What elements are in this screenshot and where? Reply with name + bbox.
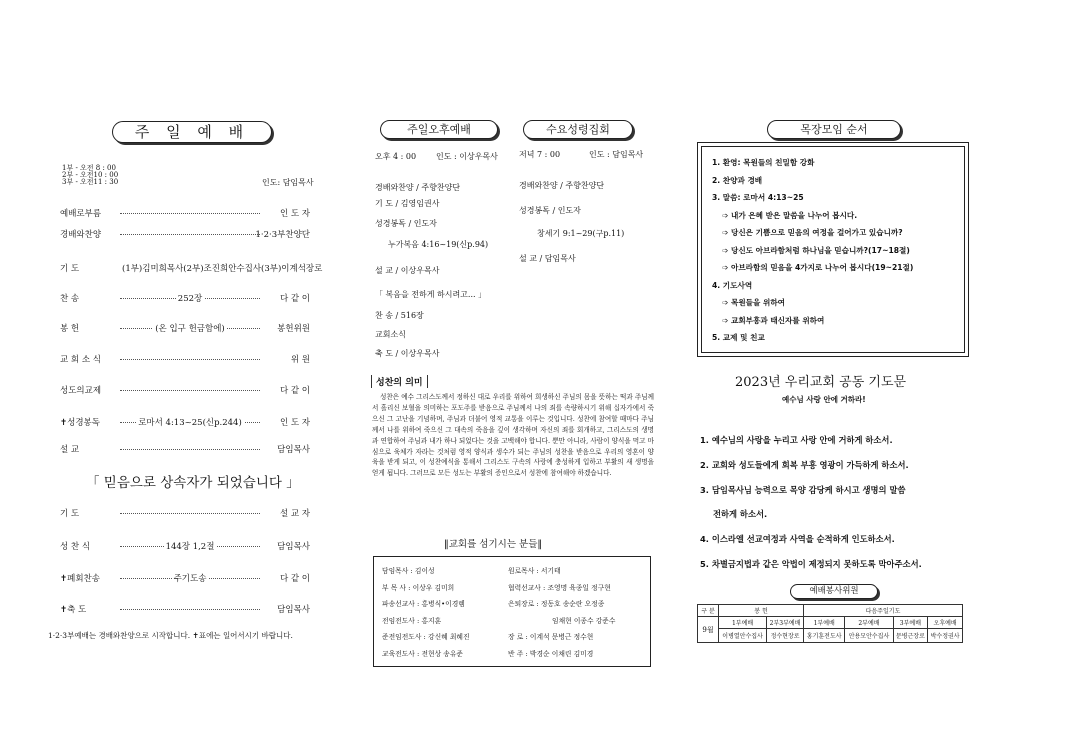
cell-item: 4. 기도사역 bbox=[712, 280, 753, 290]
order-detail: 252장 bbox=[177, 294, 203, 304]
prayer-item: 전하게 하소서. bbox=[713, 509, 768, 520]
table-cell: 2부3부예배 bbox=[767, 617, 804, 629]
table-header: 다음주일기도 bbox=[803, 605, 962, 617]
servant-line: 장 로 : 이계석 문병근 정수현 bbox=[508, 633, 594, 641]
servant-line: 부 목 사 : 이상우 김미희 bbox=[382, 583, 455, 592]
sermon-title: 「 믿음으로 상속자가 되었습니다 」 bbox=[86, 475, 300, 491]
cell-item: ➩ 아브라함의 믿음을 4가지로 나누어 봅시다(19~21절) bbox=[722, 263, 914, 272]
table-cell: 정수현장로 bbox=[767, 629, 804, 643]
order-right: 담임목사 bbox=[277, 542, 310, 552]
order-right: 다 같 이 bbox=[279, 294, 310, 304]
afternoon-item: 축 도 / 이상우목사 bbox=[375, 349, 440, 358]
order-label: 예배로부름 bbox=[60, 209, 102, 219]
wed-leader: 인도 : 담임목사 bbox=[589, 150, 644, 159]
order-right: 다 같 이 bbox=[279, 386, 310, 396]
order-row bbox=[60, 416, 310, 430]
order-row bbox=[60, 292, 310, 306]
order-leader-dots bbox=[120, 513, 260, 514]
table-cell: 오후예배 bbox=[928, 617, 963, 629]
prayer-list bbox=[700, 428, 922, 577]
order-row bbox=[60, 443, 310, 457]
servant-line: 전임전도사 : 홍지훈 bbox=[382, 616, 442, 625]
order-row bbox=[60, 207, 310, 221]
order-label: ✝폐회찬송 bbox=[60, 574, 100, 584]
servant-line: 파송선교사 : 홍병식•이경렘 bbox=[382, 600, 465, 608]
afternoon-service-title: 주일오후예배 bbox=[380, 120, 498, 139]
time-3: 3부 - 오전11 : 30 bbox=[62, 178, 119, 186]
prayer-item: 4. 이스라엘 선교여정과 사역을 순적하게 인도하소서. bbox=[700, 534, 895, 545]
cell-item: 5. 교제 및 친교 bbox=[712, 333, 765, 342]
order-detail-wrap bbox=[120, 416, 260, 428]
table-cell: 2부예배 bbox=[845, 617, 893, 629]
meaning-text: 성찬은 예수 그리스도께서 정하신 대로 우리를 위하여 희생하신 주님의 몸을 뜻하는 떡과 주님께서 흘리신 보혈을 의미하는 포도주를 받음으로 주님께서 나의 죄를 속량하시기 위해 십자가에서 죽으신 그 고난을 기념하며, 주님과 더불어 영적 교통을 이루는 것입니다. 성찬에 참여할 때마다 주님께서 나를 위하여 죽으신 그 대속의 죽음을 깊이 생각하며 자신의 죄를 회개하고, 그리스도의 생명과 연합하여 주님과 내가 하나 되었다는 것을 고백해야 합니다. 뿐만 아니라, 사람이 양식을 먹고 마심으로 육체가 자라는 것처럼 영적 양식과 생수가 되는 주님의 성찬을 받음으로 우리의 영혼이 양육을 받게 되고, 이 성찬예식을 통해서 그리스도 구속의 사랑에 충성하게 입하고 부활의 새 생명을 얻게 됩니다. 그러므로 모든 성도는 부활의 증인으로서 성찬에 참여해야 하겠습니다. bbox=[372, 393, 654, 478]
table-cell: 홍기훈전도사 bbox=[803, 629, 844, 643]
committee-title: 예배봉사위원 bbox=[790, 584, 878, 599]
order-detail-wrap bbox=[120, 292, 260, 304]
order-leader-dots bbox=[120, 234, 260, 235]
prayer-subtitle: 예수님 사랑 안에 거하라! bbox=[782, 395, 866, 404]
time-2: 2부 - 오전10 : 00 bbox=[62, 171, 119, 179]
wed-time: 저녁 7 : 00 bbox=[519, 150, 561, 159]
order-right: 다 같 이 bbox=[279, 574, 310, 584]
wed-item: 경배와찬양 / 주향찬양단 bbox=[519, 181, 605, 190]
table-header: 봉 헌 bbox=[719, 605, 804, 617]
wed-item: 성경봉독 / 인도자 bbox=[519, 206, 581, 215]
cell-meeting-title: 목장모임 순서 bbox=[767, 120, 901, 139]
wed-item: 설 교 / 담임목사 bbox=[519, 254, 576, 263]
order-leader-dots bbox=[120, 449, 260, 450]
cell-item: ➩ 당신도 아브라함처럼 하나님을 믿습니까?(17~18절) bbox=[722, 245, 910, 255]
table-month: 9월 bbox=[698, 617, 719, 643]
cell-item: ➩ 교회부흥과 태신자를 위하여 bbox=[722, 315, 825, 325]
order-right: 담임목사 bbox=[277, 445, 310, 455]
order-right: 봉헌위원 bbox=[277, 324, 310, 334]
order-label: ✝축 도 bbox=[60, 605, 87, 615]
order-label: 경배와찬양 bbox=[60, 230, 102, 240]
order-detail-wrap bbox=[120, 572, 260, 584]
prayer-title: 2023년 우리교회 공동 기도문 bbox=[735, 375, 907, 390]
servants-box bbox=[373, 556, 651, 667]
order-label: 기 도 bbox=[60, 264, 80, 274]
order-row bbox=[60, 353, 310, 367]
order-leader-dots bbox=[120, 213, 260, 214]
order-detail: 주기도송 bbox=[173, 574, 207, 584]
servant-line: 협력선교사 : 조영명 육종일 정구현 bbox=[508, 583, 611, 592]
afternoon-item: 경배와찬양 / 주향찬양단 bbox=[375, 183, 461, 192]
servant-line: 임채현 이종수 강준수 bbox=[552, 616, 616, 625]
table-cell: 3부예배 bbox=[893, 617, 928, 629]
order-right: 인 도 자 bbox=[279, 418, 310, 428]
afternoon-time: 오후 4 : 00 bbox=[375, 152, 417, 161]
table-cell: 안용모안수집사 bbox=[845, 629, 893, 643]
servant-line: 반 주 : 박경순 이채린 김미경 bbox=[508, 649, 594, 658]
afternoon-leader: 인도 : 이상우목사 bbox=[436, 152, 498, 161]
servant-line: 은퇴장로 : 정동호 송순란 오정종 bbox=[508, 600, 605, 608]
afternoon-item: 교회소식 bbox=[375, 330, 406, 339]
afternoon-item: 누가복음 4:16~19(신p.94) bbox=[388, 240, 489, 249]
wed-item: 창세기 9:1~29(구p.11) bbox=[537, 229, 625, 238]
afternoon-item: 기 도 / 김영임권사 bbox=[375, 199, 440, 208]
order-row bbox=[60, 572, 310, 586]
order-leader-dots bbox=[120, 390, 260, 391]
order-label: 찬 송 bbox=[60, 294, 80, 304]
order-row bbox=[60, 322, 310, 336]
table-cell: 문병근장로 bbox=[893, 629, 928, 643]
order-row bbox=[60, 228, 310, 242]
servant-line: 원로목사 : 서기태 bbox=[508, 567, 561, 575]
order-detail: (1부)김미희목사(2부)조진희안수집사(3부)이계석장로 bbox=[122, 264, 323, 274]
cell-item: 1. 환영: 목원들의 친밀함 강화 bbox=[712, 158, 815, 167]
order-detail-wrap bbox=[120, 262, 323, 274]
afternoon-item: 찬 송 / 516장 bbox=[375, 311, 424, 320]
servant-line: 담임목사 : 김이성 bbox=[382, 567, 435, 575]
order-label: 성도의교제 bbox=[60, 386, 102, 396]
sunday-service-title: 주 일 예 배 bbox=[112, 121, 272, 143]
order-row bbox=[60, 262, 323, 276]
order-right: 위 원 bbox=[290, 355, 310, 365]
order-leader-dots bbox=[120, 359, 260, 360]
order-row bbox=[60, 540, 310, 554]
cell-meeting-box bbox=[697, 142, 969, 357]
afternoon-item: 설 교 / 이상우목사 bbox=[375, 266, 440, 275]
order-row bbox=[60, 384, 310, 398]
committee-table bbox=[697, 604, 963, 643]
order-leader-dots bbox=[120, 609, 260, 610]
order-right: 1·2·3부찬양단 bbox=[255, 230, 310, 240]
order-detail: 144장 1,2절 bbox=[165, 542, 215, 552]
order-row bbox=[60, 507, 310, 521]
order-label: 봉 헌 bbox=[60, 324, 80, 334]
table-header: 구 분 bbox=[698, 605, 719, 617]
servant-line: 준전임전도사 : 강신혜 최혜진 bbox=[382, 633, 470, 641]
service-times bbox=[62, 165, 118, 186]
prayer-item: 5. 차별금지법과 같은 악법이 제정되지 못하도록 막아주소서. bbox=[700, 558, 922, 569]
servant-line: 교육전도사 : 전현상 송유준 bbox=[382, 649, 463, 658]
afternoon-item: 성경봉독 / 인도자 bbox=[375, 219, 437, 228]
order-detail-wrap bbox=[120, 322, 260, 334]
time-1: 1부 - 오전 8 : 00 bbox=[62, 164, 116, 172]
cell-item: 2. 찬양과 경배 bbox=[712, 175, 763, 185]
service-note: 1·2·3부예배는 경배와찬양으로 시작합니다. ✝표에는 일어서시기 바랍니다. bbox=[48, 631, 293, 640]
cell-item: ➩ 목원들을 위하여 bbox=[722, 298, 785, 307]
afternoon-item: 「 복음을 전하게 하시려고... 」 bbox=[375, 290, 487, 299]
order-detail: 로마서 4:13~25(신p.244) bbox=[138, 418, 242, 428]
order-label: 기 도 bbox=[60, 509, 80, 519]
table-cell: 1부예배 bbox=[803, 617, 844, 629]
order-right: 설 교 자 bbox=[279, 509, 310, 519]
service-leader: 인도: 담임목사 bbox=[262, 178, 314, 187]
order-label: 성 찬 식 bbox=[60, 542, 91, 552]
order-label: 교 회 소 식 bbox=[60, 355, 101, 365]
prayer-item: 2. 교회와 성도들에게 회복 부흥 영광이 가득하게 하소서. bbox=[700, 459, 909, 470]
meaning-title: 성찬의 의미 bbox=[371, 375, 428, 388]
order-right: 담임목사 bbox=[277, 605, 310, 615]
cell-item: ➩ 당신은 기쁨으로 믿음의 여정을 걸어가고 있습니까? bbox=[722, 228, 903, 237]
order-detail-wrap bbox=[120, 540, 260, 552]
prayer-item: 1. 예수님의 사랑을 누리고 사랑 안에 거하게 하소서. bbox=[700, 435, 893, 445]
order-detail: (온 입구 헌금함에) bbox=[155, 324, 225, 334]
table-cell: 이병열안수집사 bbox=[719, 629, 767, 643]
order-right: 인 도 자 bbox=[279, 209, 310, 219]
cell-item: 3. 말씀: 로마서 4:13~25 bbox=[712, 193, 804, 202]
prayer-item: 3. 담임목사님 능력으로 목양 감당케 하시고 생명의 말씀 bbox=[700, 484, 906, 495]
servants-title: ‖교회를 섬기시는 분들‖ bbox=[444, 539, 543, 550]
table-cell: 1부예배 bbox=[719, 617, 767, 629]
order-label: 설 교 bbox=[60, 445, 80, 455]
order-row bbox=[60, 603, 310, 617]
order-label: ✝성경봉독 bbox=[60, 418, 100, 428]
table-cell: 박수정권사 bbox=[928, 629, 963, 643]
wednesday-service-title: 수요성령집회 bbox=[523, 120, 633, 139]
cell-item: ➩ 내가 은혜 받은 말씀을 나누어 봅시다. bbox=[722, 210, 858, 220]
